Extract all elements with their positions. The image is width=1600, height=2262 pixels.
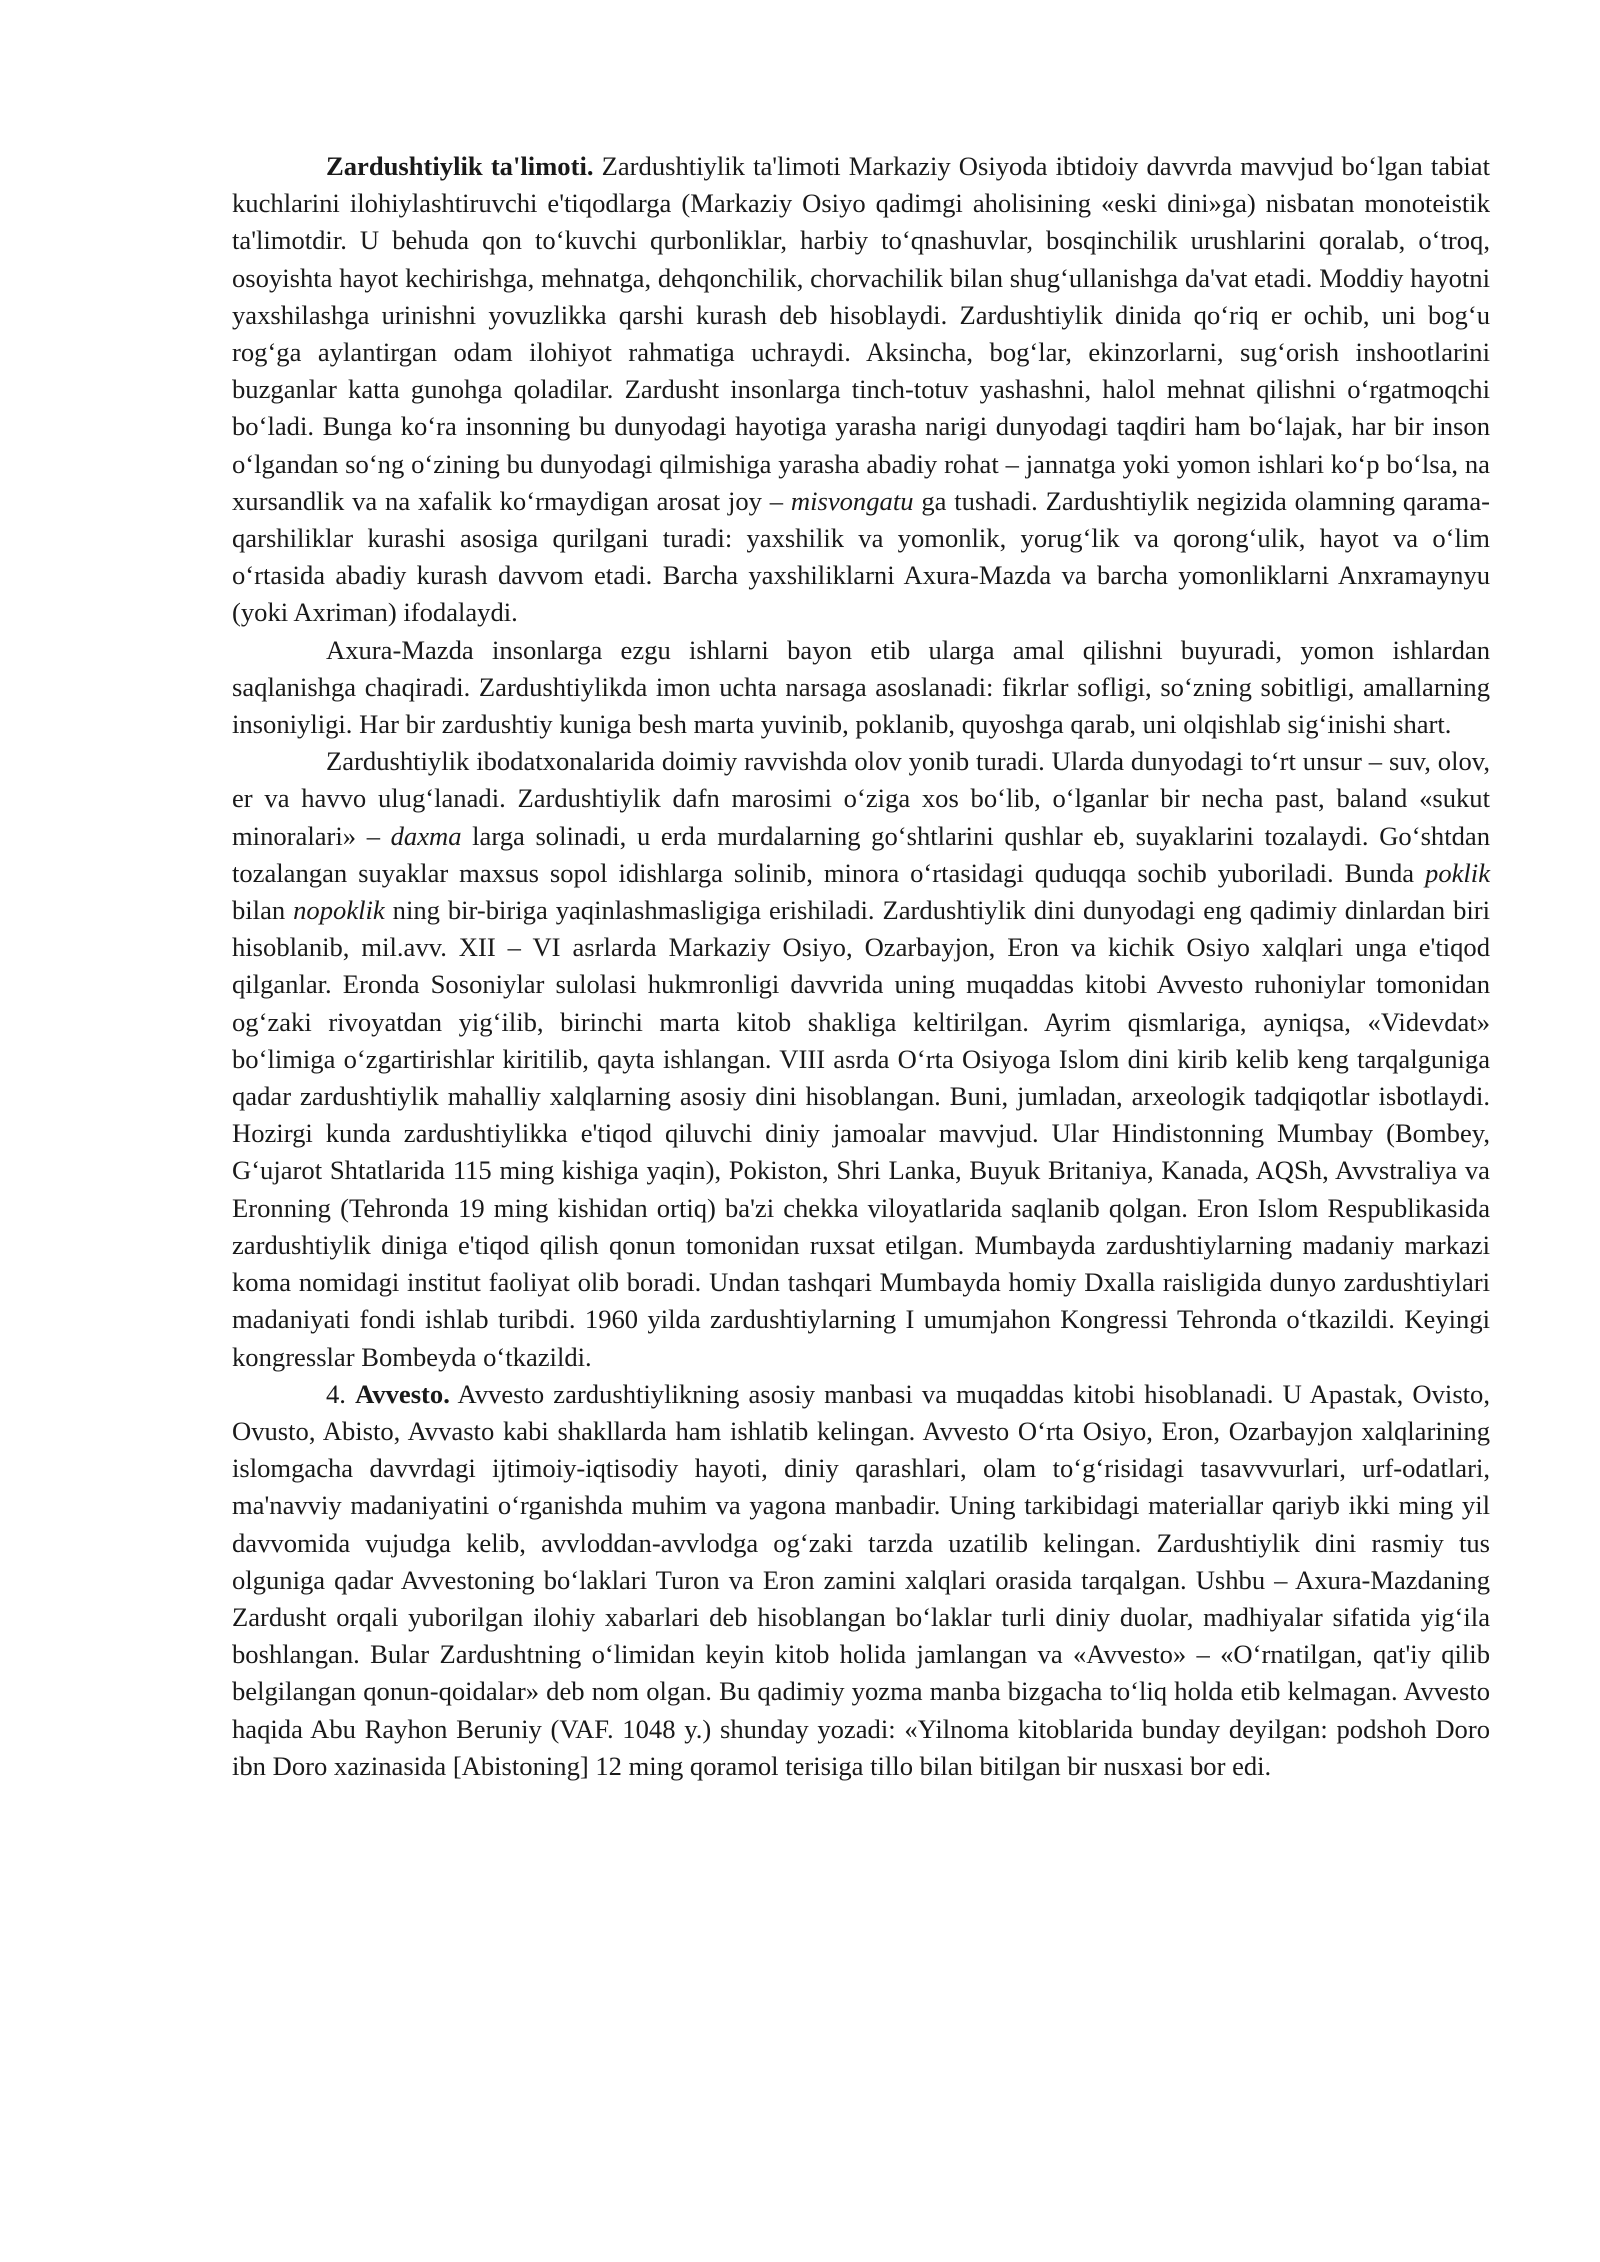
paragraph-text: Zardushtiylik ta'limoti Markaziy Osiyoda ibtidoiy davvrda mavvjud bo‘lgan tabiat kuchlarini ilohiylashtiruvchi e'tiqodlarga (Markaziy Osiyo qadimgi aholisining «eski dini»ga) nisbatan monoteistik ta'limotdir. U behuda qon to‘kuvchi qurbonliklar, harbiy to‘qnashuvlar, bosqinchilik urushlarini qoralab, o‘troq, osoyishta hayot kechirishga, mehnatga, dehqonchilik, chorvachilik bilan shug‘ullanishga da'vat etadi. Moddiy hayotni yaxshilashga urinishni yovuzlikka qarshi kurash deb hisoblaydi. Zardushtiylik dinida qo‘riq er ochib, uni bog‘u rog‘ga aylantirgan odam ilohiyot rahmatiga uchraydi. Aksincha, bog‘lar, ekinzorlarni, sug‘orish inshootlarini buzganlar katta gunohga qoladilar. Zardusht insonlarga tinch-totuv yashashni, halol mehnat qilishni o‘rgatmoqchi bo‘ladi. Bunga ko‘ra insonning bu dunyodagi hayotiga yarasha narigi dunyodagi taqdiri ham bo‘lajak, har bir inson o‘lgandan so‘ng o‘zining bu dunyodagi qilmishiga yarasha abadiy rohat – jannatga yoki yomon ishlari ko‘p bo‘lsa, na xursandlik va na xafalik ko‘rmaydigan arosat joy – <box>232 151 1490 516</box>
document-page <box>232 148 1490 1785</box>
paragraph-text: ga tushadi. Zardushtiylik negizida olamning qarama-qarshiliklar kurashi asosiga qurilgani turadi: yaxshilik va yomonlik, yorug‘lik va qorong‘ulik, hayot va o‘lim o‘rtasida abadiy kurash davvom etadi. Barcha yaxshiliklarni Axura-Mazda va barcha yomonliklarni Anxramaynyu (yoki Axriman) ifodalaydi. <box>232 485 1490 628</box>
paragraph-text: ning bir-biriga yaqinlashmasligiga erishiladi. Zardushtiylik dini dunyodagi eng qadimiy dinlardan biri hisoblanib, mil.avv. XII – VI asrlarda Markaziy Osiyo, Ozarbayjon, Eron va kichik Osiyo xalqlari unga e'tiqod qilganlar. Eronda Sosoniylar sulolasi hukmronligi davvrida uning muqaddas kitobi Avvesto ruhoniylar tomonidan og‘zaki rivoyatdan yig‘ilib, birinchi marta kitob shakliga keltirilgan. Ayrim qismlariga, ayniqsa, «Videvdat» bo‘limiga o‘zgartirishlar kiritilib, qayta ishlangan. VIII asrda O‘rta Osiyoga Islom dini kirib kelib keng tarqalguniga qadar zardushtiylik mahalliy xalqlarning asosiy dini hisoblangan. Buni, jumladan, arxeologik tadqiqotlar isbotlaydi. Hozirgi kunda zardushtiylikka e'tiqod qiluvchi diniy jamoalar mavvjud. Ular Hindistonning Mumbay (Bombey, G‘ujarot Shtatlarida 115 ming kishiga yaqin), Pokiston, Shri Lanka, Buyuk Britaniya, Kanada, AQSh, Avvstraliya va Eronning (Tehronda 19 ming kishidan ortiq) ba'zi chekka viloyatlarida saqlanib qolgan. Eron Islom Respublikasida zardushtiylik diniga e'tiqod qilish qonun tomonidan ruxsat etilgan. Mumbayda zardushtiylarning madaniy markazi koma nomidagi institut faoliyat olib boradi. Undan tashqari Mumbayda homiy Dxalla raisligida dunyo zardushtiylari madaniyati fondi ishlab turibdi. 1960 yilda zardushtiylarning I umumjahon Kongressi Tehronda o‘tkazildi. Keyingi kongresslar Bombeyda o‘tkazildi. <box>232 895 1490 1372</box>
paragraph-ibodatxonalar <box>232 743 1490 1375</box>
italic-term-nopoklik: nopoklik <box>293 895 385 926</box>
section-heading-avvesto: Avvesto. <box>355 1378 450 1409</box>
paragraph-zardushtiylik <box>232 148 1490 632</box>
paragraph-avvesto <box>232 1376 1490 1785</box>
italic-term-misvongatu: misvongatu <box>790 485 914 516</box>
section-number: 4. <box>326 1378 356 1409</box>
paragraph-text: Avvesto zardushtiylikning asosiy manbasi va muqaddas kitobi hisoblanadi. U Apastak, Ovisto, Ovusto, Abisto, Avvasto kabi shakllarda ham ishlatib kelingan. Avvesto O‘rta Osiyo, Eron, Ozarbayjon xalqlarining islomgacha davvrdagi ijtimoiy-iqtisodiy hayoti, diniy qarashlari, olam to‘g‘risidagi tasavvvurlari, urf-odatlari, ma'navviy madaniyatini o‘rganishda muhim va yagona manbadir. Uning tarkibidagi materiallar qariyb ikki ming yil davvomida vujudga kelib, avvloddan-avvlodga og‘zaki tarzda uzatilib kelingan. Zardushtiylik dini rasmiy tus olguniga qadar Avvestoning bo‘laklari Turon va Eron zamini xalqlari orasida tarqalgan. Ushbu – Axura-Mazdaning Zardusht orqali yuborilgan ilohiy xabarlari deb hisoblangan bo‘laklar turli diniy duolar, madhiyalar sifatida yig‘ila boshlangan. Bular Zardushtning o‘limidan keyin kitob holida jamlangan va «Avvesto» – «O‘rnatilgan, qat'iy qilib belgilangan qonun-qoidalar» deb nom olgan. Bu qadimiy yozma manba bizgacha to‘liq holda etib kelmagan. Avvesto haqida Abu Rayhon Beruniy (VAF. 1048 y.) shunday yozadi: «Yilnoma kitoblarida bunday deyilgan: podshoh Doro ibn Doro xazinasida [Abistoning] 12 ming qoramol terisiga tillo bilan bitilgan bir nusxasi bor edi. <box>232 1378 1490 1781</box>
paragraph-text: bilan <box>232 895 294 926</box>
paragraph-text: Axura-Mazda insonlarga ezgu ishlarni bayon etib ularga amal qilishni buyuradi, yomon ishlardan saqlanishga chaqiradi. Zardushtiylikda imon uchta narsaga asoslanadi: fikrlar sofligi, so‘zning sobitligi, amallarning insoniyligi. Har bir zardushtiy kuniga besh marta yuvinib, poklanib, quyoshga qarab, uni olqishlab sig‘inishi shart. <box>232 634 1490 740</box>
paragraph-text: larga solinadi, u erda murdalarning go‘shtlarini qushlar eb, suyaklarini tozalaydi. Go‘shtdan tozalangan suyaklar maxsus sopol idishlarga solinib, minora o‘rtasidagi quduqqa sochib yuboriladi. Bunda <box>232 820 1491 888</box>
italic-term-daxma: daxma <box>390 820 462 851</box>
paragraph-axura-mazda <box>232 632 1490 744</box>
italic-term-poklik: poklik <box>1425 857 1490 888</box>
section-heading-zardushtiylik: Zardushtiylik ta'limoti. <box>326 151 594 181</box>
paragraph-text: Zardushtiylik ibodatxonalarida doimiy ravvishda olov yonib turadi. Ularda dunyodagi to‘rt unsur – suv, olov, er va havvo ulug‘lanadi. Zardushtiylik dafn marosimi o‘ziga xos bo‘lib, o‘lganlar bir necha past, baland «sukut minoralari» – <box>232 746 1490 851</box>
